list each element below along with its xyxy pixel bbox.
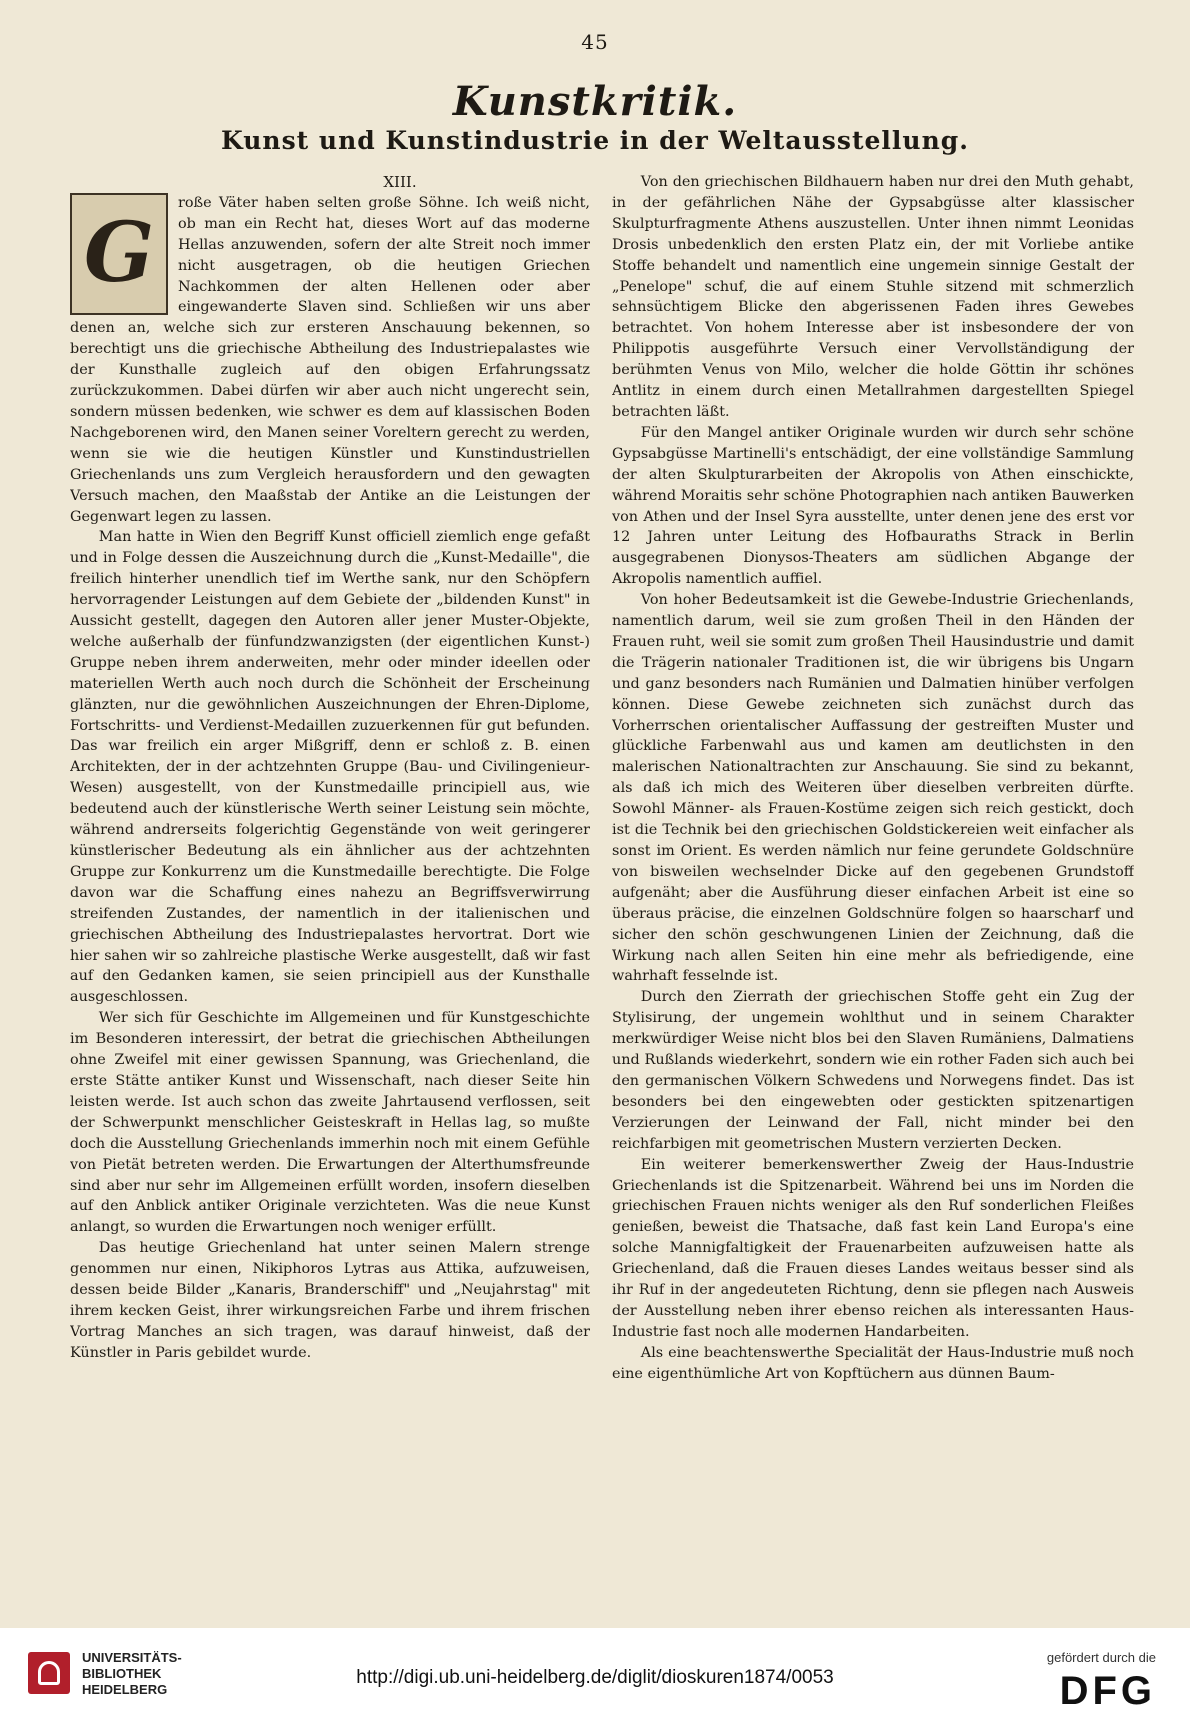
paragraph: Von den griechischen Bildhauern haben nur drei den Muth gehabt, in der gefährlichen Nähe der Gypsabgüsse alter klassischer Skulpturfragmente Athens auszustellen. Unter ihnen nimmt Leonidas Drosis unbedenklich den ersten Platz ein, der mit Vorliebe antike Stoffe behandelt und namentlich eine ungemein sinnige Gestalt der „Penelope" schuf, die auf einem Stuhle sitzend mit schmerzlich sehnsüchtigem Blicke den abgerissenen Faden ihres Gewebes betrachtet. Von hohem Interesse aber ist insbesondere der von Philippotis ausgeführte Versuch einer Vervollständigung der berühmten Venus von Milo, welcher die holde Göttin ihr schönes Antlitz in einem durch einen Metallrahmen dargestellten Spiegel betrachten läßt. bbox=[612, 174, 1134, 420]
page-number: 45 bbox=[581, 30, 609, 54]
paragraph: Das heutige Griechenland hat unter seinen Malern strenge genommen nur einen, Nikiphoros Lytras aus Attika, aufzuweisen, dessen beide Bilder „Kanaris, Branderschiff" und „Neujahrstag" mit ihrem kecken Geist, ihrer wirkungsreichen Farbe und ihrem frischen Vortrag Manches an sich tragen, was darauf hinweist, daß der Künstler in Paris gebildet wurde. bbox=[70, 1240, 590, 1361]
paragraph: Wer sich für Geschichte im Allgemeinen und für Kunstgeschichte im Besonderen interessirt, der betrat die griechischen Abtheilungen ohne Zweifel mit einer gewissen Spannung, was Griechenland, die erste Stätte antiker Kunst und Wissenschaft, nach dieser Seite hin leisten werde. Ist auch schon das zweite Jahrtausend verflossen, seit der Schwerpunkt menschlicher Geisteskraft in Hellas lag, so mußte doch die Ausstellung Griechenlands immerhin noch mit einem Gefühle von Pietät betreten werden. Die Erwartungen der Alterthumsfreunde sind aber nur sehr im Allgemeinen erfüllt worden, insofern dieselben auf den Anblick antiker Originale verzichteten. Was die neue Kunst anlangt, so wurden die Erwartungen noch weniger erfüllt. bbox=[70, 1010, 590, 1236]
dfg-logo: DFG bbox=[1059, 1669, 1156, 1713]
drop-cap-initial: G bbox=[70, 193, 168, 315]
sponsor-label: gefördert durch die bbox=[1046, 1650, 1156, 1665]
source-url-link[interactable]: http://digi.ub.uni-heidelberg.de/diglit/dioskuren1874/0053 bbox=[356, 1667, 834, 1688]
sponsor-logo[interactable] bbox=[986, 1650, 1156, 1713]
paragraph: Ein weiterer bemerkenswerther Zweig der Haus-Industrie Griechenlands ist die Spitzenarbeit. Während bei uns im Norden die griechischen Frauen nichts weniger als den Ruf sonderlichen Fleißes genießen, beweist die Thatsache, daß fast kein Land Europa's eine solche Mannigfaltigkeit der Frauenarbeiten aufzuweisen hatte als Griechenland, daß die Frauen dieses Landes weitaus besser sind als ihr Ruf in der angedeuteten Richtung, denn sie pflegen nach Ausweis der Ausstellung neben ihrer ebenso reichen als interessanten Haus-Industrie fast noch alle modernen Handarbeiten. bbox=[612, 1156, 1134, 1340]
page-title: Kunstkritik. bbox=[452, 78, 738, 125]
left-column bbox=[70, 172, 590, 1542]
paragraph: Von hoher Bedeutsamkeit ist die Gewebe-Industrie Griechenlands, namentlich darum, weil sie zum großen Theil in den Händen der Frauen ruht, weil sie somit zum großen Theil Hausindustrie und damit die Trägerin nationaler Traditionen ist, die wir übrigens bis Ungarn und ganz besonders nach Rumänien und Dalmatien hinüber verfolgen können. Diese Gewebe zeichneten sich zunächst durch das Vorherrschen orientalischer Auffassung der gestreiften Muster und glückliche Farbenwahl aus und kamen am deutlichsten in den malerischen Nationaltrachten zur Anschauung. Sie sind zu bekannt, als daß ich mich des Weiteren über dieselben verbreiten dürfte. Sowohl Männer- als Frauen-Kostüme zeigen sich reich gestickt, doch ist die Technik bei den griechischen Goldstickereien weit einfacher als sonst im Orient. Es werden nämlich nur feine gerundete Goldschnüre von bisweilen wechselnder Dicke auf den gegebenen Grundstoff aufgenäht; aber die Ausführung dieser einfachen Arbeit ist eine so überaus präcise, die einzelnen Goldschnüre folgen so haarscharf und sicher den schön geschwungenen Linien der Zeichnung, daß die Wirkung nach allen Seiten hin eine mehr als befriedigende, eine wahrhaft fesselnde ist. bbox=[612, 592, 1134, 985]
paragraph: Durch den Zierrath der griechischen Stoffe geht ein Zug der Stylisirung, der ungemein wohlthut und in seinem Charakter merkwürdiger Weise nicht blos bei den Slaven Rumäniens, Dalmatiens und Rußlands wiederkehrt, sondern wie ein rother Faden sich auch bei den germanischen Völkern Schwedens und Norwegens findet. Das ist besonders bei den eingewebten oder gestickten spitzenartigen Verzierungen der Leinwand der Fall, nicht minder bei den reichfarbigen mit geometrischen Mustern verzierten Decken. bbox=[612, 989, 1134, 1152]
right-column bbox=[612, 172, 1134, 1542]
paragraph: Für den Mangel antiker Originale wurden wir durch sehr schöne Gypsabgüsse Martinelli's entschädigt, der eine vollständige Sammlung der alten Skulpturarbeiten der Akropolis von Athen einschickte, während Moraitis sehr schöne Photographien nach antiken Bauwerken von Athen und der Insel Syra ausstellte, unter denen jene des erst vor 12 Jahren unter Leitung des Hofbauraths Strack in Berlin ausgegrabenen Dionysos-Theaters am südlichen Abgange der Akropolis namentlich auffiel. bbox=[612, 424, 1134, 588]
page-subtitle: Kunst und Kunstindustrie in der Weltausstellung. bbox=[221, 126, 969, 155]
section-number: XIII. bbox=[383, 173, 417, 191]
library-name: UNIVERSITÄTS- BIBLIOTHEK HEIDELBERG bbox=[82, 1650, 182, 1697]
paragraph: roße Väter haben selten große Söhne. Ich weiß nicht, ob man ein Recht hat, dieses Wort auf das moderne Hellas anzuwenden, sofern der alte Streit noch immer nicht ausgetragen, ob die heutigen Griechen Nachkommen der alten Hellenen oder aber eingewanderte Slaven sind. Schließen wir uns aber denen an, welche sich zur ersteren Anschauung bekennen, so berechtigt uns die griechische Abtheilung des Industriepalastes wie der Kunsthalle zugleich auf den obigen Erfahrungssatz zurückzukommen. Dabei dürfen wir aber auch nicht ungerecht sein, sondern müssen bedenken, wie schwer es dem auf klassischen Boden Nachgeborenen wird, den Manen seiner Voreltern gerecht zu werden, wenn sie wie die heutigen Künstler und Kunstindustriellen Griechenlands uns zum Vergleich herausfordern und den gewagten Versuch machen, den Maaßstab der Antike an die Leistungen der Gegenwart legen zu lassen. bbox=[70, 194, 590, 525]
paragraph: Man hatte in Wien den Begriff Kunst officiell ziemlich enge gefaßt und in Folge dessen die Auszeichnung durch die „Kunst-Medaille", die freilich hinterher unendlich tief im Werthe sank, nur den Schöpfern hervorragender Leistungen auf dem Gebiete der „bildenden Kunst" in Aussicht gestellt, dagegen den Autoren aller jener Muster-Objekte, welche außerhalb der fünfundzwanzigsten (der eigentlichen Kunst-) Gruppe neben ihrem anderweiten, mehr oder minder ideellen oder materiellen Werth auch noch durch die Schönheit der Erscheinung glänzten, nur die gewöhnlichen Auszeichnungen der Ehren-Diplome, Fortschritts- und Verdienst-Medaillen zuzuerkennen für gut befunden. Das war freilich ein arger Mißgriff, denn er schloß z. B. einen Architekten, der in der achtzehnten Gruppe (Bau- und Civilingenieur-Wesen) ausgestellt, von der Kunstmedaille principiell aus, wie bedeutend auch der künstlerische Werth seiner Leistung sein möchte, während andrerseits folgerichtig Gegenstände von weit geringerer künstlerischer Bedeutung als ein ähnlicher aus der achtzehnten Gruppe zur Konkurrenz um die Kunstmedaille berechtigte. Die Folge davon war die Schaffung eines nahezu an Begriffsverwirrung streifenden Zustandes, der namentlich in der italienischen und griechischen Abtheilung des Industriepalastes hervortrat. Dort wie hier sahen wir so zahlreiche plastische Werke ausgestellt, daß wir fast auf den Gedanken kamen, sie seien principiell aus der Kunsthalle ausgeschlossen. bbox=[70, 529, 590, 1006]
paragraph: Als eine beachtenswerthe Specialität der Haus-Industrie muß noch eine eigenthümliche Art von Kopftüchern aus dünnen Baum- bbox=[612, 1344, 1134, 1382]
